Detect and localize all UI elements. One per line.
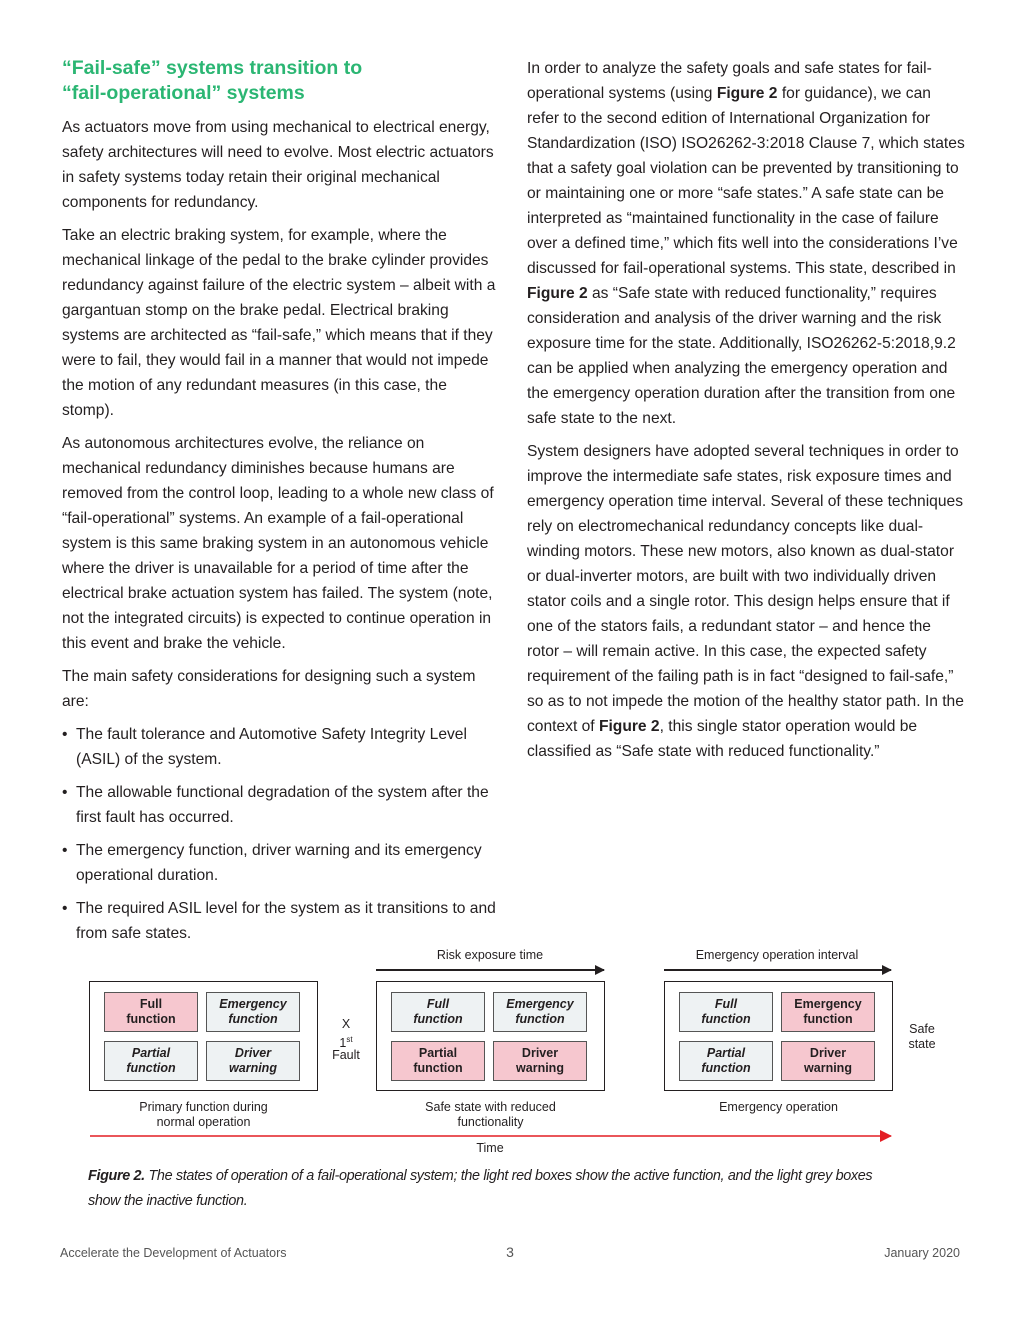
list-item: • The emergency function, driver warning and its emergency operational duration.: [62, 838, 498, 888]
stage-label-safe-state: Safe state with reduced functionality: [425, 1100, 556, 1129]
cell-partial-function: Partial function: [391, 1041, 485, 1081]
cell-driver-warning: Driver warning: [781, 1041, 875, 1081]
fault-x: X: [341, 1017, 351, 1031]
section-heading-line-1: “Fail-safe” systems transition to: [62, 57, 363, 79]
fault-ordinal-number: 1: [339, 1036, 347, 1051]
cell-partial-function: Partial function: [679, 1041, 773, 1081]
considerations-list: [62, 722, 498, 946]
fault-word: Fault: [332, 1048, 360, 1062]
stage-safe-state-reduced: [376, 981, 605, 1091]
fault-ordinal: [326, 1032, 366, 1051]
section-heading-line-2: “fail-operational” systems: [62, 82, 305, 104]
time-label: Time: [476, 1141, 504, 1155]
cell-driver-warning: Driver warning: [206, 1041, 300, 1081]
emergency-interval-label: Emergency operation interval: [695, 948, 859, 962]
figure-reference: Figure 2: [716, 85, 778, 102]
paragraph: [527, 439, 967, 764]
paragraph: As actuators move from using mechanical to electrical energy, safety architectures will need to evolve. Most electric actuators in safety systems today retain their original mechanical components for redundancy.: [62, 119, 494, 211]
safe-state-label: Safe state: [908, 1022, 936, 1051]
paragraph: [527, 56, 967, 431]
paragraph: Take an electric braking system, for example, where the mechanical linkage of the pedal to the brake cylinder provides redundancy against failure of the electric system – albeit with a gargantuan stomp on the brake pedal. Electrical braking systems are architected as “fail-safe,” which means that if they were to fail, they would fail in a manner that would not impede the motion of any redundant measures (in this case, the stomp).: [62, 227, 496, 419]
list-item: • The allowable functional degradation of the system after the first fault has occurred.: [62, 780, 498, 830]
footer-title: Accelerate the Development of Actuators: [60, 1246, 287, 1260]
cell-full-function: Full function: [679, 992, 773, 1032]
list-item: • The required ASIL level for the system as it transitions to and from safe states.: [62, 896, 498, 946]
text-run: System designers have adopted several techniques in order to improve the intermediate safe states, risk exposure times and emergency operation time interval. Several of these techniques rely on electromechanical redundancy concepts like dual-winding motors. These new motors, also known as dual-stator or dual-inverter motors, are built with two individually driven stator coils and a single rotor. This design helps ensure that if one of the stators fails, a redundant stator – and hence the rotor – will remain active. In this case, the expected safety requirement of the failing path is in fact “designed to fail-safe,” so as to not impede the motion of the healthy stator path. In the context of: [527, 443, 964, 735]
cell-emergency-function: Emergency function: [493, 992, 587, 1032]
cell-partial-function: Partial function: [104, 1041, 198, 1081]
text-run: for guidance), we can refer to the second edition of International Organization for Standardization (ISO) ISO26262-3:2018 Clause 7, which states that a safety goal violation can be prevented by transitioning to or maintaining one or more “safe states.” A safe state can be interpreted as “maintained functionality in the case of failure over a defined time,” which fits well into the considerations I’ve discussed for fail-operational systems. This state, described in: [527, 85, 965, 277]
fault-ordinal-suffix: st: [346, 1035, 353, 1044]
list-item: • The fault tolerance and Automotive Safety Integrity Level (ASIL) of the system.: [62, 722, 498, 772]
risk-exposure-label: Risk exposure time: [436, 948, 544, 962]
paragraph: The main safety considerations for designing such a system are:: [62, 668, 476, 710]
text-run: as “Safe state with reduced functionality,” requires consideration and analysis of the driver warning and the risk exposure time for the state. Additionally, ISO26262-5:2018,9.2 can be applied when analyzing the emergency operation and the emergency operation duration after the transition from one safe state to the next.: [527, 285, 956, 427]
caption-label: Figure 2.: [88, 1168, 145, 1184]
stage-label-emergency: Emergency operation: [719, 1100, 838, 1114]
footer-date: January 2020: [884, 1246, 960, 1260]
cell-full-function: Full function: [104, 992, 198, 1032]
figure-caption: [88, 1164, 888, 1214]
cell-full-function: Full function: [391, 992, 485, 1032]
paragraph: As autonomous architectures evolve, the reliance on mechanical redundancy diminishes because humans are removed from the control loop, leading to a whole new class of “fail-operational” systems. An example of a fail-operational system is this same braking system in an autonomous vehicle where the driver is unavailable for a period of time after the electrical brake actuation system has failed. The system (note, not the integrated circuits) is expected to continue operation in this event and brake the vehicle.: [62, 435, 494, 652]
text-run: , this single stator operation would be classified as “Safe state with reduced functionality.”: [527, 718, 918, 760]
cell-driver-warning: Driver warning: [493, 1041, 587, 1081]
figure-reference: Figure 2: [527, 285, 588, 302]
figure-reference: Figure 2: [598, 718, 660, 735]
stage-normal-operation: [89, 981, 318, 1091]
stage-emergency-operation: [664, 981, 893, 1091]
caption-text: The states of operation of a fail-operational system; the light red boxes show the active function, and the light grey boxes show the inactive function.: [88, 1168, 873, 1209]
cell-emergency-function: Emergency function: [781, 992, 875, 1032]
page-number: 3: [506, 1244, 514, 1260]
stage-label-normal: Primary function during normal operation: [139, 1100, 268, 1129]
left-column: [62, 56, 498, 954]
cell-emergency-function: Emergency function: [206, 992, 300, 1032]
text-run: In order to analyze the safety goals and safe states for fail-operational systems (using: [527, 60, 932, 102]
right-column: [527, 56, 967, 772]
section-heading: [62, 56, 498, 106]
